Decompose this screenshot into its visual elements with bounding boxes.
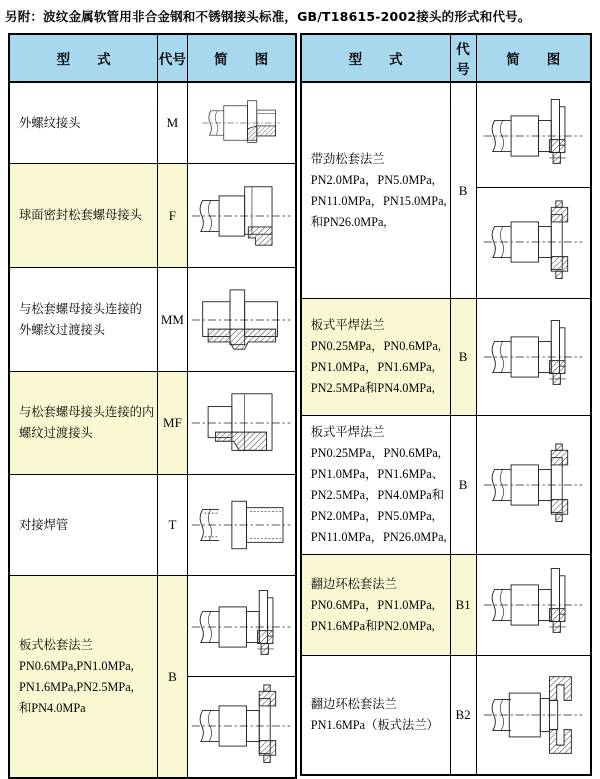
- type-line: 外螺纹过渡接头: [19, 322, 106, 337]
- type-line: 板式平焊法兰: [310, 425, 385, 439]
- diagram-cell: [187, 372, 296, 475]
- code-label: B2: [455, 707, 471, 722]
- col-header-type: 型 式: [9, 34, 158, 82]
- type-line: 带劲松套法兰: [310, 151, 385, 166]
- type-line: 板式松套法兰: [19, 637, 93, 652]
- table-row: [9, 576, 296, 779]
- neck-loose-flange-section-diagram: [477, 187, 591, 296]
- diagram-cell: [476, 416, 591, 555]
- type-line: 与松套螺母接头连接的: [19, 301, 142, 316]
- diagram-cell: [476, 82, 591, 299]
- type-line: PN0.6MPa，PN1.0MPa,: [310, 597, 435, 612]
- type-line: PN2.5MPa，PN4.0MPa和: [310, 488, 444, 502]
- fitting-drawing: [189, 174, 293, 258]
- plate-loose-flange-section-diagram: [188, 676, 295, 775]
- type-line: PN2.0MPa，PN5.0MPa,: [310, 509, 435, 523]
- col-header-diagram: 简 图: [187, 34, 296, 82]
- table-row: [301, 82, 591, 299]
- plate-loose-flange-front-diagram: [188, 578, 295, 676]
- type-cell: [301, 416, 450, 555]
- type-line: 板式平焊法兰: [310, 318, 385, 332]
- code-label: B: [458, 349, 468, 364]
- code-cell: [450, 656, 476, 776]
- code-label: M: [166, 115, 179, 130]
- type-line: PN1.0MPa，PN1.6MPa,: [310, 360, 435, 374]
- page-title: 另附：波纹金属软管用非合金钢和不锈钢接头标准，GB/T18615-2002接头的形式和代号。: [5, 9, 531, 24]
- fitting-drawing: [189, 381, 293, 465]
- type-line: PN1.6MPa,PN2.5MPa,: [19, 679, 134, 694]
- code-cell: [158, 372, 187, 475]
- table-body: [301, 82, 591, 775]
- type-cell: [9, 164, 158, 268]
- type-cell: [301, 82, 450, 299]
- type-cell: [9, 475, 158, 576]
- table-row: [301, 416, 591, 555]
- table-row: [301, 555, 591, 656]
- code-label: T: [168, 517, 177, 532]
- type-cell: [9, 82, 158, 164]
- type-line: 与松套螺母接头连接的内: [19, 405, 155, 419]
- code-cell: [450, 555, 476, 656]
- diagram-cell: [476, 299, 591, 416]
- fitting-drawing: [481, 200, 585, 284]
- table-header: [301, 34, 591, 82]
- type-cell: [301, 299, 450, 416]
- header-row: [9, 34, 296, 82]
- code-label: B: [458, 477, 468, 492]
- code-cell: [158, 475, 187, 576]
- fitting-drawing: [481, 315, 585, 399]
- code-cell: [450, 82, 476, 299]
- joint-table-left: [8, 33, 297, 779]
- code-cell: [450, 416, 476, 555]
- plate-weld-flange-diagram: [477, 301, 591, 413]
- code-label: B: [458, 182, 468, 198]
- flanged-ring-plate-flange-diagram: [477, 658, 591, 772]
- diagram-cell: [187, 475, 296, 576]
- type-line: PN0.6MPa,PN1.0MPa,: [19, 658, 134, 673]
- type-line: PN11.0MPa，PN26.0MPa,: [310, 530, 447, 544]
- col-header-diagram: 简 图: [476, 34, 591, 82]
- fitting-drawing: [481, 443, 585, 527]
- code-cell: [158, 82, 187, 164]
- flanged-ring-loose-flange-diagram: [477, 557, 591, 653]
- fitting-drawing: [189, 684, 293, 768]
- fitting-drawing: [189, 90, 293, 156]
- code-label: MF: [163, 415, 182, 430]
- type-line: 对接焊管: [19, 517, 69, 532]
- diagram-cell: [476, 555, 591, 656]
- code-cell: [158, 164, 187, 268]
- table-row: [9, 82, 296, 164]
- plate-weld-flange-section-diagram: [477, 418, 591, 552]
- diagram-cell: [476, 656, 591, 776]
- diagram-cell: [187, 576, 296, 779]
- type-line: PN2.5MPa和PN4.0MPa,: [310, 381, 435, 395]
- type-cell: [9, 372, 158, 475]
- col-header-code: 代号: [450, 34, 476, 82]
- table-row: [9, 475, 296, 576]
- code-label: MM: [160, 311, 184, 327]
- type-line: PN1.6MPa（板式法兰）: [310, 718, 439, 732]
- fitting-drawing: [189, 483, 293, 567]
- type-line: 球面密封松套螺母接头: [19, 208, 142, 222]
- type-cell: [9, 268, 158, 372]
- diagram-cell: [187, 164, 296, 268]
- type-line: PN1.6MPa和PN2.0MPa,: [310, 618, 435, 633]
- code-label: B: [168, 668, 177, 684]
- male-thread-transition-nipple-diagram: [188, 270, 295, 369]
- table-row: [301, 299, 591, 416]
- code-cell: [158, 576, 187, 779]
- tables-container: [0, 33, 600, 779]
- fitting-drawing: [481, 94, 585, 178]
- table-row: [9, 164, 296, 268]
- spherical-seal-loose-nut-fitting-diagram: [188, 166, 295, 265]
- table-row: [301, 656, 591, 776]
- type-line: PN1.0MPa，PN1.6MPa、: [310, 467, 444, 481]
- diagram-cell: [187, 82, 296, 164]
- type-line: PN0.25MPa，PN0.6MPa,: [310, 339, 441, 353]
- joint-table-right: [300, 33, 592, 776]
- table-row: [9, 268, 296, 372]
- fitting-drawing: [189, 585, 293, 669]
- type-line: 和PN4.0MPa: [19, 700, 86, 715]
- code-cell: [158, 268, 187, 372]
- table-row: [9, 372, 296, 475]
- type-cell: [301, 656, 450, 776]
- col-header-code: 代号: [158, 34, 187, 82]
- neck-loose-flange-front-diagram: [477, 85, 591, 187]
- butt-weld-pipe-diagram: [188, 477, 295, 573]
- fitting-drawing: [481, 673, 585, 757]
- type-line: 翻边环松套法兰: [310, 697, 397, 711]
- type-line: 螺纹过渡接头: [19, 426, 93, 440]
- code-cell: [450, 299, 476, 416]
- code-label: F: [168, 207, 177, 223]
- table-body: [9, 82, 296, 778]
- type-line: 和PN26.0MPa,: [310, 214, 387, 229]
- type-line: PN2.0MPa，PN5.0MPa,: [310, 172, 435, 187]
- header-row: [301, 34, 591, 82]
- fitting-drawing: [481, 563, 585, 647]
- code-label: B1: [455, 597, 471, 612]
- type-line: 外螺纹接头: [19, 115, 81, 130]
- type-cell: [9, 576, 158, 779]
- diagram-cell: [187, 268, 296, 372]
- type-line: PN0.25MPa，PN0.6MPa,: [310, 446, 441, 460]
- fitting-drawing: [189, 278, 293, 362]
- type-cell: [301, 555, 450, 656]
- col-header-type: 型 式: [301, 34, 450, 82]
- female-thread-transition-fitting-diagram: [188, 374, 295, 472]
- table-header: [9, 34, 296, 82]
- type-line: 翻边环松套法兰: [310, 576, 397, 591]
- type-line: PN11.0MPa，PN15.0MPa,: [310, 193, 447, 208]
- male-threaded-fitting-diagram: [188, 85, 295, 161]
